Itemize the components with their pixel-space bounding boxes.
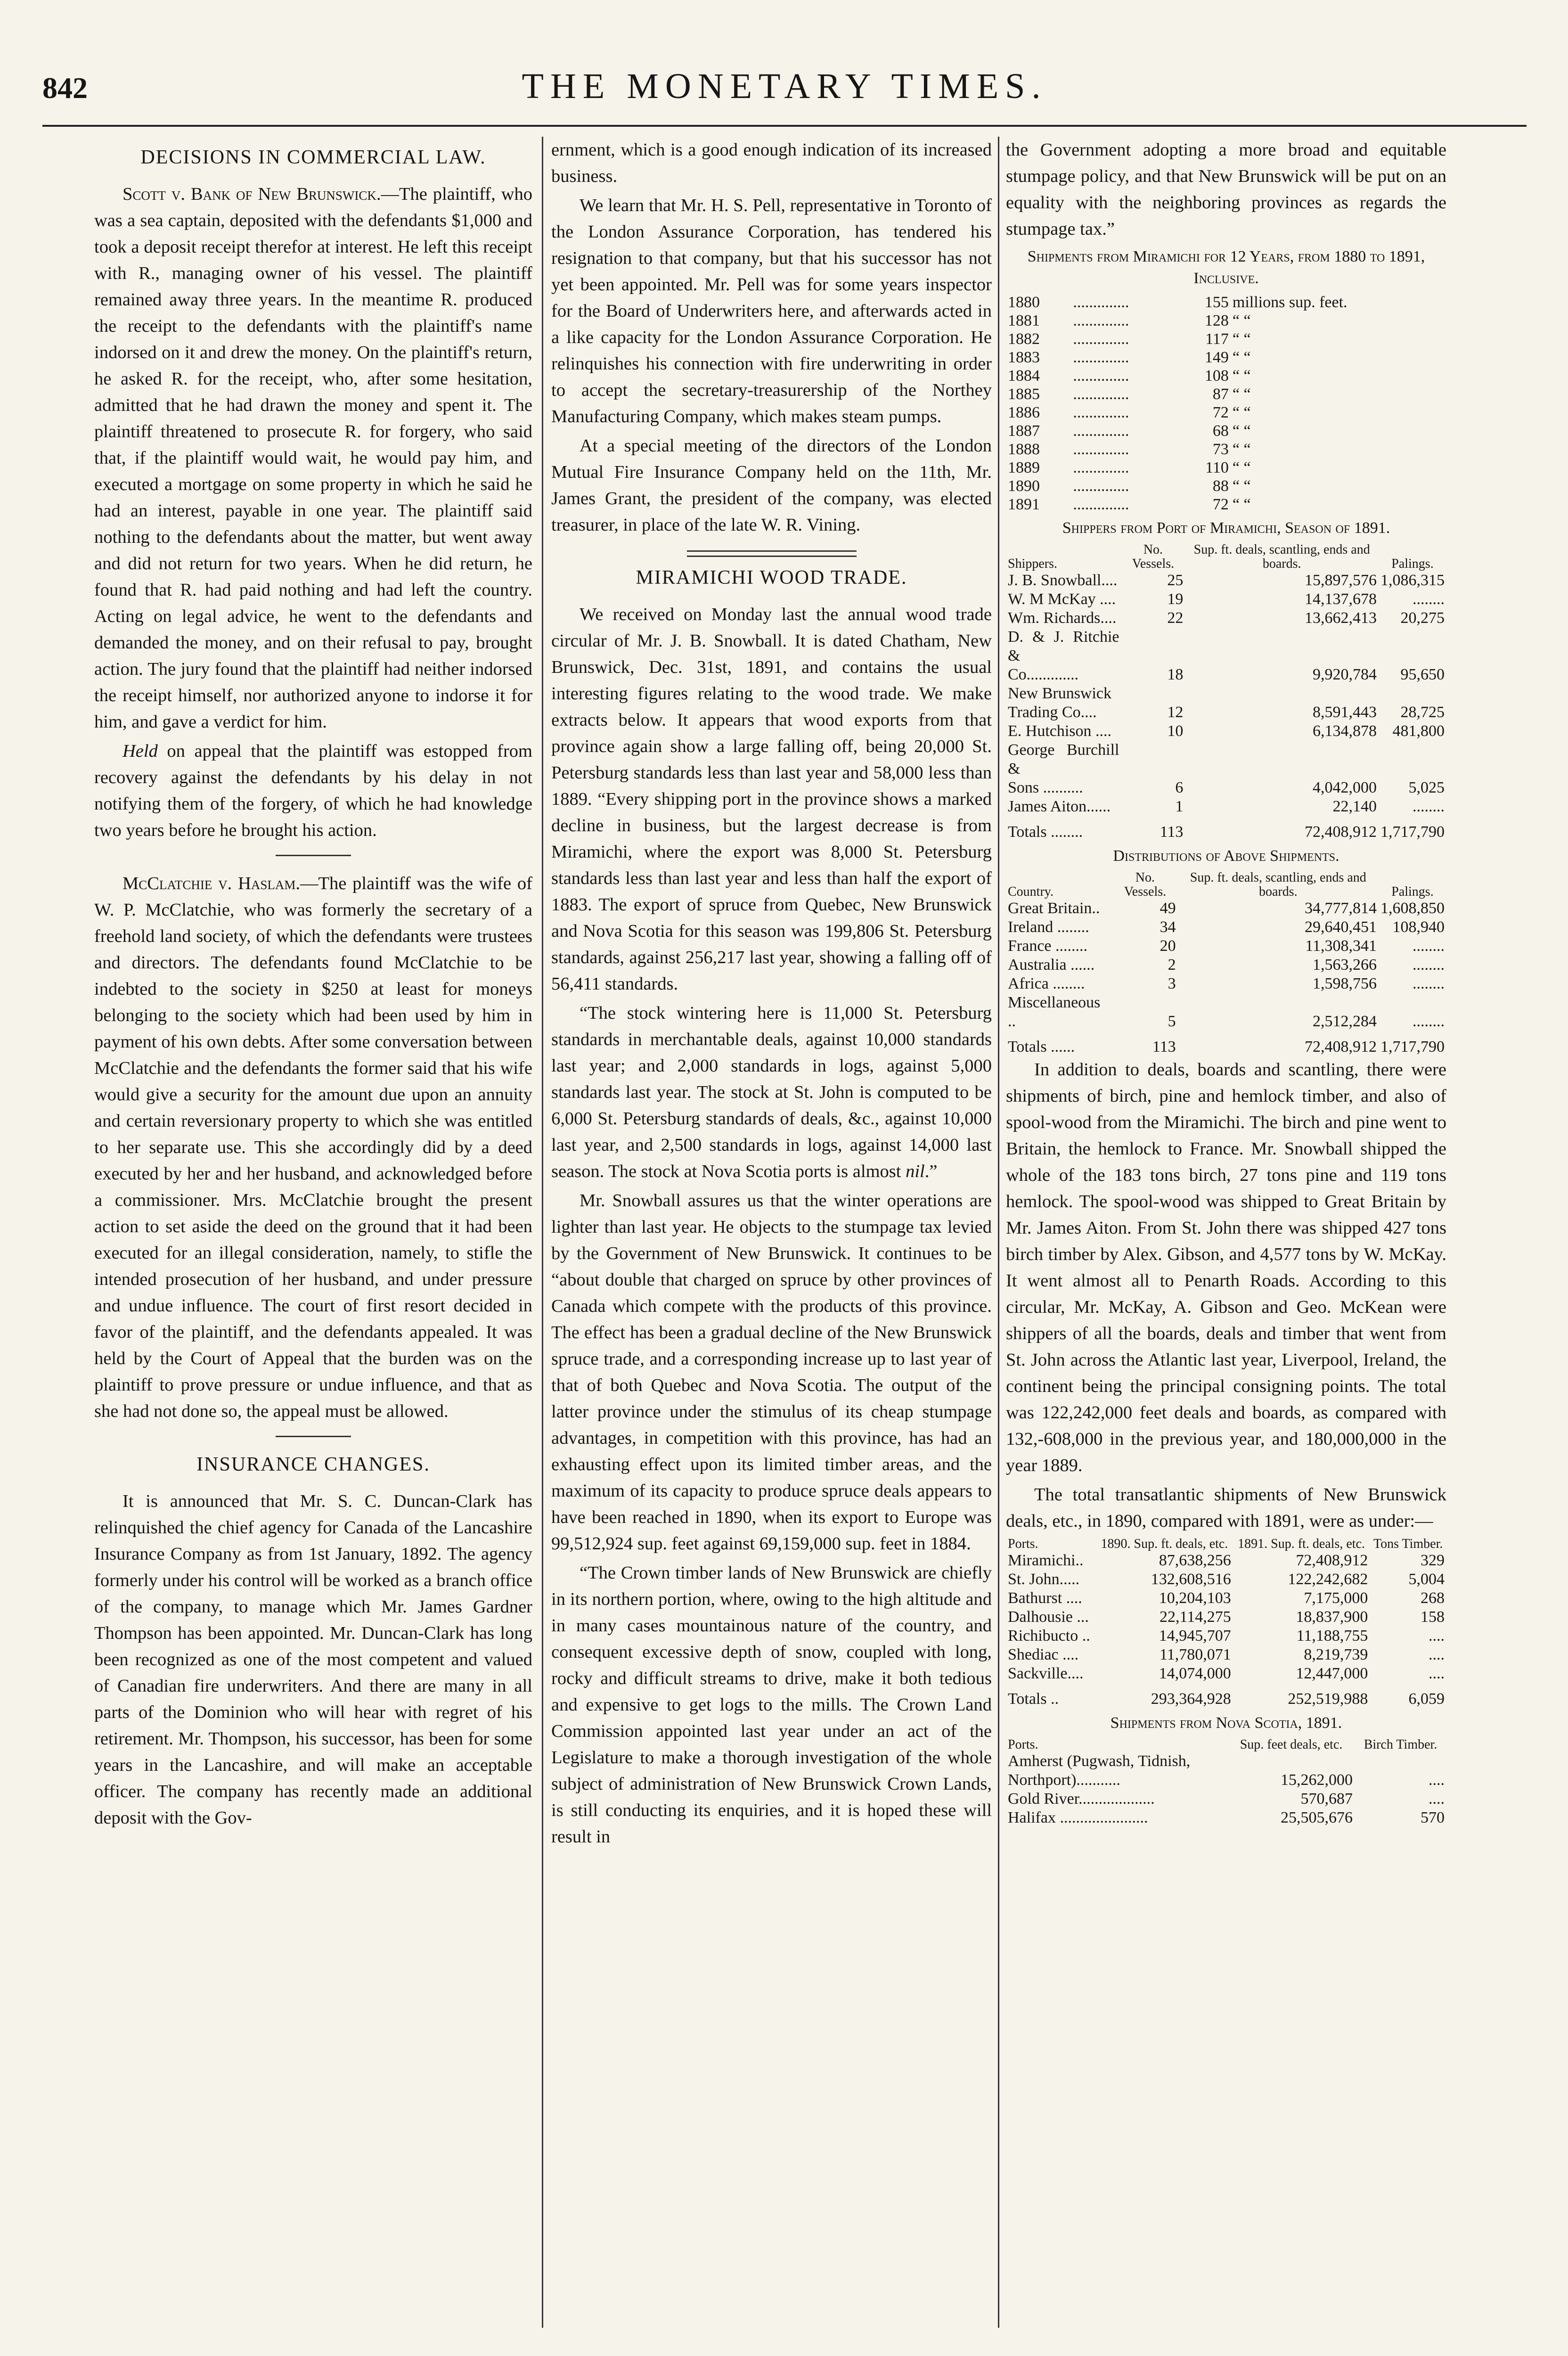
article-paragraph bbox=[551, 1000, 992, 1185]
unit-cell: “ “ bbox=[1232, 441, 1251, 458]
y1890-cell: 22,114,275 bbox=[1160, 1608, 1231, 1626]
tons-cell: .... bbox=[1429, 1646, 1445, 1663]
table-row bbox=[1006, 385, 1446, 403]
tons-cell: 158 bbox=[1421, 1608, 1445, 1626]
unit-cell: “ “ bbox=[1232, 459, 1251, 476]
country-cell: Miscellaneous .. bbox=[1008, 994, 1101, 1030]
deals-cell bbox=[1185, 628, 1379, 665]
col-header: Ports. bbox=[1008, 1737, 1038, 1752]
port-cell: Shediac .... bbox=[1008, 1646, 1079, 1663]
col-header: Birch Timber. bbox=[1364, 1737, 1437, 1752]
y1891-cell: 72,408,912 bbox=[1296, 1552, 1368, 1569]
vessels-cell: 1 bbox=[1175, 798, 1184, 815]
total-tons-cell: 6,059 bbox=[1408, 1690, 1445, 1708]
shipper-cell: George Burchill & bbox=[1008, 741, 1119, 777]
table-row bbox=[1006, 797, 1446, 816]
column-2 bbox=[551, 137, 992, 1853]
port-cell: Bathurst .... bbox=[1008, 1589, 1082, 1607]
vessels-cell bbox=[1121, 741, 1185, 778]
vessels-cell: 6 bbox=[1175, 779, 1184, 796]
case-text: —The plaintiff was the wife of W. P. McClatchie, who was formerly the secretary of a freehold land society, of which the defendants were trustees and directors. The defendants found McClatchie to be indebted to the society in $250 at least for moneys belonging to the society which had been used by him in payment of his own debts. After some conversation between McClatchie and the defendants the former said that his wife would give a security for the amount due upon an annuity and certain reversionary property to which she was entitled to her separate use. This she accordingly did by a deed executed by her and her husband, and acknowledged before a commissioner. Mrs. McClatchie brought the present action to set aside the deed on the ground that it had been executed for an illegal consideration, namely, to stifle the intended prosecution of her husband, and under pressure and undue influence. The court of first resort decided in favor of the plaintiff, and the defendants appealed. It was held by the Court of Appeal that the burden was on the plaintiff to prove pressure or undue influence, and that as she had not done so, the appeal must be allowed. bbox=[94, 874, 532, 1421]
country-cell: Australia ...... bbox=[1008, 956, 1095, 973]
section-heading: MIRAMICHI WOOD TRADE. bbox=[636, 567, 907, 589]
table-row bbox=[1006, 665, 1446, 684]
table-row bbox=[1006, 1664, 1446, 1683]
table-row bbox=[1006, 440, 1446, 458]
palings-cell: ........ bbox=[1413, 956, 1445, 973]
birch-cell: .... bbox=[1429, 1790, 1445, 1808]
deals-cell: 570,687 bbox=[1300, 1790, 1353, 1808]
y1891-cell: 11,188,755 bbox=[1296, 1627, 1368, 1644]
vessels-cell: 10 bbox=[1167, 722, 1184, 740]
total-vessels-cell: 113 bbox=[1152, 1038, 1176, 1055]
port-cell: Sackville.... bbox=[1008, 1665, 1084, 1682]
article-paragraph: the Government adopting a more broad and equitable stumpage policy, and that New Brunswick will be put on an equality with the neighboring provinces as regards the stumpage tax.” bbox=[1006, 140, 1446, 239]
table-row bbox=[1006, 422, 1446, 440]
tons-cell: .... bbox=[1429, 1627, 1445, 1644]
table-row bbox=[1006, 458, 1446, 477]
palings-cell: ........ bbox=[1413, 1013, 1445, 1030]
case-paragraph bbox=[94, 181, 532, 735]
unit-cell: “ “ bbox=[1232, 330, 1251, 348]
article-paragraph: We learn that Mr. H. S. Pell, representative in Toronto of the London Assurance Corporation, has tendered his resignation to that company, but that his successor has not yet been appointed. Mr. Pell was for some years inspector for the Board of Underwriters here, and afterwards acted in a like capacity for the London Assurance Corporation. He relinquishes his connection with fire underwriting in order to accept the secretary-treasurership of the Northey Manufacturing Company, which makes steam pumps. bbox=[551, 196, 992, 426]
article-paragraph: “The Crown timber lands of New Brunswick are chiefly in its northern portion, where, owing to the high altitude and in many cases mountainous nature of the country, and consequent excessive depth of snow, coupled with long, rocky and difficult streams to drive, make it both tedious and expensive to get logs to the mills. The Crown Land Commission appointed last year under an act of the Legislature to make a thorough investigation of the whole subject of administration of New Brunswick Crown Lands, is still conducting its enquiries, and it is hoped these will result in bbox=[551, 1563, 992, 1847]
palings-cell: 108,940 bbox=[1392, 918, 1445, 936]
leader-dots: .............. bbox=[1073, 404, 1129, 421]
leader-dots: .............. bbox=[1073, 330, 1129, 348]
birch-cell bbox=[1355, 1752, 1446, 1771]
article-paragraph: It is announced that Mr. S. C. Duncan-Clark has relinquished the chief agency for Canada of the Lancashire Insurance Company as from 1st January, 1892. The agency formerly under his control will be worked as a branch office of the company, to manage which Mr. James Gardner Thompson has been appointed. Mr. Duncan-Clark has long been recognized as one of the most competent and valued of Canadian fire underwriters. And there are many in all parts of the Dominion who will hear with regret of his retirement. Mr. Thompson, his successor, has been for some years in the Lancashire, and will make an acceptable officer. The company has recently made an additional deposit with the Gov- bbox=[94, 1491, 532, 1828]
table-row bbox=[1006, 1808, 1446, 1827]
table-row bbox=[1006, 937, 1446, 956]
vessels-cell: 25 bbox=[1167, 572, 1184, 589]
year-cell: 1884 bbox=[1008, 367, 1040, 384]
table-row bbox=[1006, 956, 1446, 974]
value-cell: 72 bbox=[1212, 404, 1229, 421]
shipper-cell: Wm. Richards.... bbox=[1008, 609, 1117, 627]
total-deals-cell: 72,408,912 bbox=[1304, 823, 1377, 841]
table-row bbox=[1006, 974, 1446, 993]
value-cell: 108 bbox=[1204, 367, 1229, 384]
total-y1891-cell: 252,519,988 bbox=[1288, 1690, 1368, 1708]
tons-cell: .... bbox=[1429, 1665, 1445, 1682]
nova-scotia-table bbox=[1006, 1738, 1446, 1827]
year-cell: 1880 bbox=[1008, 294, 1040, 311]
column-divider bbox=[542, 137, 543, 2328]
value-cell: 88 bbox=[1212, 477, 1229, 495]
shipper-cell: E. Hutchison .... bbox=[1008, 722, 1112, 740]
masthead-rule bbox=[42, 125, 1527, 127]
year-cell: 1887 bbox=[1008, 422, 1040, 440]
leader-dots: .............. bbox=[1073, 294, 1129, 311]
double-rule bbox=[687, 550, 857, 557]
vessels-cell: 49 bbox=[1160, 900, 1176, 917]
table-caption: Shippers from Port of Miramichi, Season of 1891. bbox=[1062, 519, 1390, 537]
palings-cell: ........ bbox=[1413, 975, 1445, 992]
value-cell: 73 bbox=[1212, 441, 1229, 458]
table-row bbox=[1006, 1589, 1446, 1608]
palings-cell: ........ bbox=[1413, 798, 1445, 815]
palings-cell bbox=[1379, 684, 1446, 703]
column-3 bbox=[1006, 137, 1446, 1827]
stock-text: “The stock wintering here is 11,000 St. Petersburg standards in merchantable deals, against 10,000 standards last year; and 2,000 standards in logs, against 5,000 standards last year. The stock at St. John is computed to be 6,000 St. Petersburg standards of deals, &c., against 10,000 last year, and 2,500 standards in logs, against 14,000 last season. The stock at Nova Scotia ports is almost bbox=[551, 1003, 992, 1181]
vessels-cell: 12 bbox=[1167, 704, 1184, 721]
unit-cell: “ “ bbox=[1232, 312, 1251, 329]
total-palings-cell: 1,717,790 bbox=[1380, 1038, 1445, 1055]
leader-dots: .............. bbox=[1073, 349, 1129, 366]
table-caption: Shipments from Nova Scotia, 1891. bbox=[1110, 1714, 1342, 1732]
unit-cell: “ “ bbox=[1232, 404, 1251, 421]
shipper-cell: James Aiton...... bbox=[1008, 798, 1111, 815]
vessels-cell: 19 bbox=[1167, 590, 1184, 608]
unit-cell: “ “ bbox=[1232, 422, 1251, 440]
value-cell: 72 bbox=[1212, 496, 1229, 513]
col-header: Sup. feet deals, etc. bbox=[1240, 1737, 1343, 1752]
unit-cell: “ “ bbox=[1232, 496, 1251, 513]
vessels-cell: 34 bbox=[1160, 918, 1176, 936]
shipper-cell: New Brunswick bbox=[1008, 685, 1112, 702]
total-country-cell: Totals ...... bbox=[1008, 1038, 1075, 1055]
table-row bbox=[1006, 1627, 1446, 1645]
col-header: Ports. bbox=[1008, 1537, 1038, 1551]
deals-cell: 15,897,576 bbox=[1304, 572, 1377, 589]
table-row bbox=[1006, 741, 1446, 778]
col-header: Tons Timber. bbox=[1373, 1537, 1443, 1551]
unit-cell: millions sup. feet. bbox=[1232, 294, 1348, 311]
vessels-cell: 20 bbox=[1160, 937, 1176, 955]
port-cell: St. John..... bbox=[1008, 1571, 1080, 1588]
year-cell: 1889 bbox=[1008, 459, 1040, 476]
deals-cell: 14,137,678 bbox=[1304, 590, 1377, 608]
leader-dots: .............. bbox=[1073, 441, 1129, 458]
deals-cell: 4,042,000 bbox=[1312, 779, 1377, 796]
vessels-cell: 2 bbox=[1168, 956, 1176, 973]
port-cell: Richibucto .. bbox=[1008, 1627, 1090, 1644]
section-heading: DECISIONS IN COMMERCIAL LAW. bbox=[140, 147, 486, 168]
miramichi-years-table bbox=[1006, 293, 1446, 514]
y1890-cell: 132,608,516 bbox=[1151, 1571, 1231, 1588]
section-heading: INSURANCE CHANGES. bbox=[196, 1454, 430, 1475]
y1890-cell: 11,780,071 bbox=[1160, 1646, 1231, 1663]
value-cell: 128 bbox=[1204, 312, 1229, 329]
table-row bbox=[1006, 590, 1446, 609]
birch-cell: .... bbox=[1429, 1771, 1445, 1789]
port-cell: Miramichi.. bbox=[1008, 1552, 1084, 1569]
stock-nil: nil bbox=[906, 1162, 925, 1181]
deals-cell: 25,505,676 bbox=[1281, 1809, 1353, 1826]
held-paragraph bbox=[94, 738, 532, 843]
port-cell: Gold River................... bbox=[1008, 1790, 1155, 1808]
year-cell: 1885 bbox=[1008, 385, 1040, 403]
col-header: No. Vessels. bbox=[1124, 870, 1167, 899]
deals-cell: 22,140 bbox=[1332, 798, 1377, 815]
table-row bbox=[1006, 722, 1446, 741]
tons-cell: 329 bbox=[1421, 1552, 1445, 1569]
value-cell: 68 bbox=[1212, 422, 1229, 440]
shipper-cell: J. B. Snowball.... bbox=[1008, 572, 1118, 589]
col-header: Sup. ft. deals, scantling, ends and boards. bbox=[1193, 542, 1370, 571]
page-number: 842 bbox=[42, 71, 88, 105]
leader-dots: .............. bbox=[1073, 496, 1129, 513]
palings-cell: 5,025 bbox=[1408, 779, 1445, 796]
palings-cell bbox=[1379, 628, 1446, 665]
y1891-cell: 8,219,739 bbox=[1304, 1646, 1368, 1663]
column-divider bbox=[998, 137, 999, 2328]
y1891-cell: 7,175,000 bbox=[1304, 1589, 1368, 1607]
unit-cell: “ “ bbox=[1232, 367, 1251, 384]
col-header: Sup. ft. deals, scantling, ends and boards. bbox=[1190, 870, 1366, 899]
table-caption: Shipments from Miramichi for 12 Years, from 1880 to 1891, Inclusive. bbox=[1027, 248, 1425, 287]
vessels-cell bbox=[1121, 684, 1185, 703]
y1890-cell: 87,638,256 bbox=[1159, 1552, 1231, 1569]
case-text: —The plaintiff, who was a sea captain, deposited with the defendants $1,000 and took a deposit receipt therefor at interest. He left this receipt with R., managing owner of his vessel. The plaintiff remained away three years. In the meantime R. produced the receipt to the defendants with the plaintiff's name indorsed on it and drew the money. On the plaintiff's return, he asked R. for the receipt, who, after some hesitation, admitted that he had drawn the money and spent it. The plaintiff threatened to prosecute R. for forgery, who said that, if the plaintiff would wait, he would pay him, and executed a mortgage on some property in which he said he had an interest, payable in one year. The plaintiff said nothing to the defendants about the matter, but went away and did not return for two years. When he did return, he found that R. had paid nothing and had left the country. Acting on legal advice, he went to the defendants and demanded the money, and on their refusal to pay, brought action. The jury found that the plaintiff had neither indorsed the receipt himself, nor authorized anyone to indorse it for him, and gave a verdict for him. bbox=[94, 184, 532, 732]
table-row bbox=[1006, 609, 1446, 628]
total-vessels-cell: 113 bbox=[1160, 823, 1184, 841]
deals-cell: 15,262,000 bbox=[1281, 1771, 1353, 1789]
leader-dots: .............. bbox=[1073, 459, 1129, 476]
year-cell: 1891 bbox=[1008, 496, 1040, 513]
value-cell: 87 bbox=[1212, 385, 1229, 403]
deals-cell: 34,777,814 bbox=[1304, 900, 1377, 917]
unit-cell: “ “ bbox=[1232, 385, 1251, 403]
table-row bbox=[1006, 1645, 1446, 1664]
table-row bbox=[1006, 348, 1446, 367]
country-cell: Great Britain.. bbox=[1008, 900, 1100, 917]
masthead-title: THE MONETARY TIMES. bbox=[522, 66, 1047, 106]
table-row bbox=[1006, 1551, 1446, 1570]
table-row bbox=[1006, 778, 1446, 797]
held-text: on appeal that the plaintiff was estopped from recovery against the defendants by his delay in not notifying them of the forgery, of which he had knowledge two years before he brought his action. bbox=[94, 741, 532, 840]
table-row bbox=[1006, 1570, 1446, 1589]
col-header: Country. bbox=[1008, 884, 1054, 899]
article-paragraph: We received on Monday last the annual wood trade circular of Mr. J. B. Snowball. It is dated Chatham, New Brunswick, Dec. 31st, 1891, and contains the usual interesting figures relating to the wood trade. We make extracts below. It appears that wood exports from that province again show a large falling off, being 20,000 St. Petersburg standards less than last year and 58,000 less than 1889. “Every shipping port in the province shows a marked decline in business, but the largest decrease is from Miramichi, where the export was 8,000 St. Petersburg standards less than last year and less than half the export of 1883. The export of spruce from Quebec, New Brunswick and Nova Scotia for this season was 199,806 St. Petersburg standards, against 256,217 last year, showing a falling off of 56,411 standards. bbox=[551, 605, 992, 994]
deals-cell bbox=[1228, 1752, 1355, 1771]
country-cell: Ireland ........ bbox=[1008, 918, 1089, 936]
column-1 bbox=[94, 137, 532, 1834]
palings-cell: 28,725 bbox=[1400, 704, 1445, 721]
table-row bbox=[1006, 628, 1446, 665]
col-header: Palings. bbox=[1391, 556, 1434, 571]
y1891-cell: 122,242,682 bbox=[1288, 1571, 1368, 1588]
table-row bbox=[1006, 684, 1446, 703]
port-cell: Dalhousie ... bbox=[1008, 1608, 1089, 1626]
palings-cell: ........ bbox=[1413, 590, 1445, 608]
article-paragraph: In addition to deals, boards and scantling, there were shipments of birch, pine and hemlock timber, and also of spool-wood from the Miramichi. The birch and pine went to Britain, the hemlock to France. Mr. Snowball shipped the whole of the 183 tons birch, 27 tons pine and 119 tons hemlock. The spool-wood was shipped to Great Britain by Mr. James Aiton. From St. John there was shipped 427 tons birch timber by Alex. Gibson, and 4,577 tons by W. McKay. It went almost all to Penarth Roads. According to this circular, Mr. McKay, A. Gibson and Geo. McKean were shippers of all the boards, deals and timber that went from St. John across the Atlantic last year, Liverpool, Ireland, the continent being the principal consigning points. The total was 122,242,000 feet deals and boards, as compared with 132,-608,000 in the previous year, and 180,000,000 in the year 1889. bbox=[1006, 1060, 1446, 1475]
col-header: Shippers. bbox=[1008, 556, 1057, 571]
value-cell: 117 bbox=[1205, 330, 1229, 348]
leader-dots: .............. bbox=[1073, 312, 1129, 329]
y1890-cell: 10,204,103 bbox=[1159, 1589, 1231, 1607]
year-cell: 1890 bbox=[1008, 477, 1040, 495]
deals-cell: 29,640,451 bbox=[1304, 918, 1377, 936]
col-header: Palings. bbox=[1391, 884, 1434, 899]
table-row bbox=[1006, 571, 1446, 590]
palings-cell: 481,800 bbox=[1392, 722, 1445, 740]
year-cell: 1882 bbox=[1008, 330, 1040, 348]
article-paragraph: ernment, which is a good enough indication of its increased business. bbox=[551, 140, 992, 186]
palings-cell bbox=[1379, 741, 1446, 778]
port-cell: Halifax ...................... bbox=[1008, 1809, 1148, 1826]
shipper-cell: Trading Co.... bbox=[1008, 704, 1097, 721]
shipper-cell: Sons .......... bbox=[1008, 779, 1083, 796]
deals-cell bbox=[1185, 741, 1379, 778]
total-shipper-cell: Totals ........ bbox=[1008, 823, 1083, 841]
article-paragraph: The total transatlantic shipments of New Brunswick deals, etc., in 1890, compared with 1891, were as under:— bbox=[1006, 1485, 1446, 1531]
separator bbox=[276, 1436, 351, 1437]
shipper-cell: W. M McKay .... bbox=[1008, 590, 1116, 608]
y1891-cell: 18,837,900 bbox=[1296, 1608, 1368, 1626]
vessels-cell: 22 bbox=[1167, 609, 1184, 627]
deals-cell: 11,308,341 bbox=[1305, 937, 1377, 955]
unit-cell: “ “ bbox=[1232, 349, 1251, 366]
col-header: 1891. Sup. ft. deals, etc. bbox=[1238, 1537, 1365, 1551]
table-row bbox=[1006, 899, 1446, 918]
table-row bbox=[1006, 293, 1446, 311]
country-cell: France ........ bbox=[1008, 937, 1088, 955]
table-row bbox=[1006, 311, 1446, 330]
leader-dots: .............. bbox=[1073, 367, 1129, 384]
table-caption: Distributions of Above Shipments. bbox=[1113, 847, 1339, 865]
palings-cell: 1,086,315 bbox=[1380, 572, 1445, 589]
year-cell: 1886 bbox=[1008, 404, 1040, 421]
year-cell: 1881 bbox=[1008, 312, 1040, 329]
stock-end: .” bbox=[924, 1162, 938, 1181]
deals-cell: 2,512,284 bbox=[1312, 1013, 1377, 1030]
table-row bbox=[1006, 330, 1446, 348]
article-paragraph: At a special meeting of the directors of the London Mutual Fire Insurance Company held on the 11th, Mr. James Grant, the president of the company, was elected treasurer, in place of the late W. R. Vining. bbox=[551, 436, 992, 535]
palings-cell: 1,608,850 bbox=[1380, 900, 1445, 917]
port-cell: Amherst (Pugwash, Tidnish, bbox=[1008, 1752, 1191, 1770]
leader-dots: .............. bbox=[1073, 385, 1129, 403]
table-row bbox=[1006, 918, 1446, 937]
distribution-table bbox=[1006, 871, 1446, 1056]
palings-cell: 95,650 bbox=[1400, 666, 1445, 683]
total-palings-cell: 1,717,790 bbox=[1380, 823, 1445, 841]
held-word: Held bbox=[122, 741, 158, 761]
table-row bbox=[1006, 1608, 1446, 1627]
deals-cell: 1,598,756 bbox=[1312, 975, 1377, 992]
table-row bbox=[1006, 367, 1446, 385]
vessels-cell: 5 bbox=[1168, 1013, 1176, 1030]
total-deals-cell: 72,408,912 bbox=[1304, 1038, 1377, 1055]
shipper-cell: D. & J. Ritchie & bbox=[1008, 628, 1119, 664]
unit-cell: “ “ bbox=[1232, 477, 1251, 495]
palings-cell: 20,275 bbox=[1400, 609, 1445, 627]
tons-cell: 268 bbox=[1421, 1589, 1445, 1607]
total-y1890-cell: 293,364,928 bbox=[1151, 1690, 1231, 1708]
table-row bbox=[1006, 993, 1446, 1031]
col-header: 1890. Sup. ft. deals, etc. bbox=[1101, 1537, 1228, 1551]
separator bbox=[276, 855, 351, 856]
totals-row bbox=[1006, 1683, 1446, 1709]
y1891-cell: 12,447,000 bbox=[1296, 1665, 1368, 1682]
deals-cell: 9,920,784 bbox=[1312, 666, 1377, 683]
table-row bbox=[1006, 1752, 1446, 1771]
totals-row bbox=[1006, 816, 1446, 842]
deals-cell: 1,563,266 bbox=[1312, 956, 1377, 973]
palings-cell: ........ bbox=[1413, 937, 1445, 955]
port-cell: Northport)........... bbox=[1008, 1771, 1120, 1789]
country-cell: Africa ........ bbox=[1008, 975, 1085, 992]
tons-cell: 5,004 bbox=[1408, 1571, 1445, 1588]
total-port-cell: Totals .. bbox=[1008, 1690, 1059, 1708]
value-cell: 110 bbox=[1205, 459, 1229, 476]
shippers-table bbox=[1006, 543, 1446, 842]
article-paragraph: Mr. Snowball assures us that the winter operations are lighter than last year. He objects to the stumpage tax levied by the Government of New Brunswick. It continues to be “about double that charged on spruce by other provinces of Canada which compete with the products of this province. The effect has been a gradual decline of the New Brunswick spruce trade, and a corresponding increase up to last year of that of both Quebec and Nova Scotia. The output of the latter province under the stimulus of its cheap stumpage advantages, in competition with this province, has had an exhausting effect upon its limited timber areas, and the maximum of its capacity to produce spruce deals appears to have been reached in 1890, when its export to Europe was 99,512,924 sup. feet against 69,159,000 sup. feet in 1884. bbox=[551, 1191, 992, 1554]
y1890-cell: 14,945,707 bbox=[1159, 1627, 1231, 1644]
value-cell: 155 bbox=[1204, 294, 1229, 311]
leader-dots: .............. bbox=[1073, 477, 1129, 495]
vessels-cell: 3 bbox=[1168, 975, 1176, 992]
deals-cell: 8,591,443 bbox=[1312, 704, 1377, 721]
table-row bbox=[1006, 403, 1446, 422]
transatlantic-table bbox=[1006, 1537, 1446, 1709]
leader-dots: .............. bbox=[1073, 422, 1129, 440]
page-header bbox=[42, 66, 1527, 118]
shipper-cell: Co............. bbox=[1008, 666, 1079, 683]
table-row bbox=[1006, 495, 1446, 514]
year-cell: 1888 bbox=[1008, 441, 1040, 458]
vessels-cell bbox=[1121, 628, 1185, 665]
table-row bbox=[1006, 703, 1446, 722]
deals-cell: 13,662,413 bbox=[1304, 609, 1377, 627]
col-header: No. Vessels. bbox=[1132, 542, 1175, 571]
deals-cell: 6,134,878 bbox=[1312, 722, 1377, 740]
deals-cell bbox=[1185, 684, 1379, 703]
table-row bbox=[1006, 1771, 1446, 1790]
case-name: Scott v. Bank of New Brunswick. bbox=[122, 184, 381, 204]
table-row bbox=[1006, 477, 1446, 495]
vessels-cell: 18 bbox=[1167, 666, 1184, 683]
case-name: McClatchie v. Haslam. bbox=[122, 874, 301, 893]
value-cell: 149 bbox=[1204, 349, 1229, 366]
table-row bbox=[1006, 1790, 1446, 1808]
year-cell: 1883 bbox=[1008, 349, 1040, 366]
totals-row bbox=[1006, 1031, 1446, 1056]
birch-cell: 570 bbox=[1421, 1809, 1445, 1826]
case-paragraph bbox=[94, 870, 532, 1424]
y1890-cell: 14,074,000 bbox=[1159, 1665, 1231, 1682]
